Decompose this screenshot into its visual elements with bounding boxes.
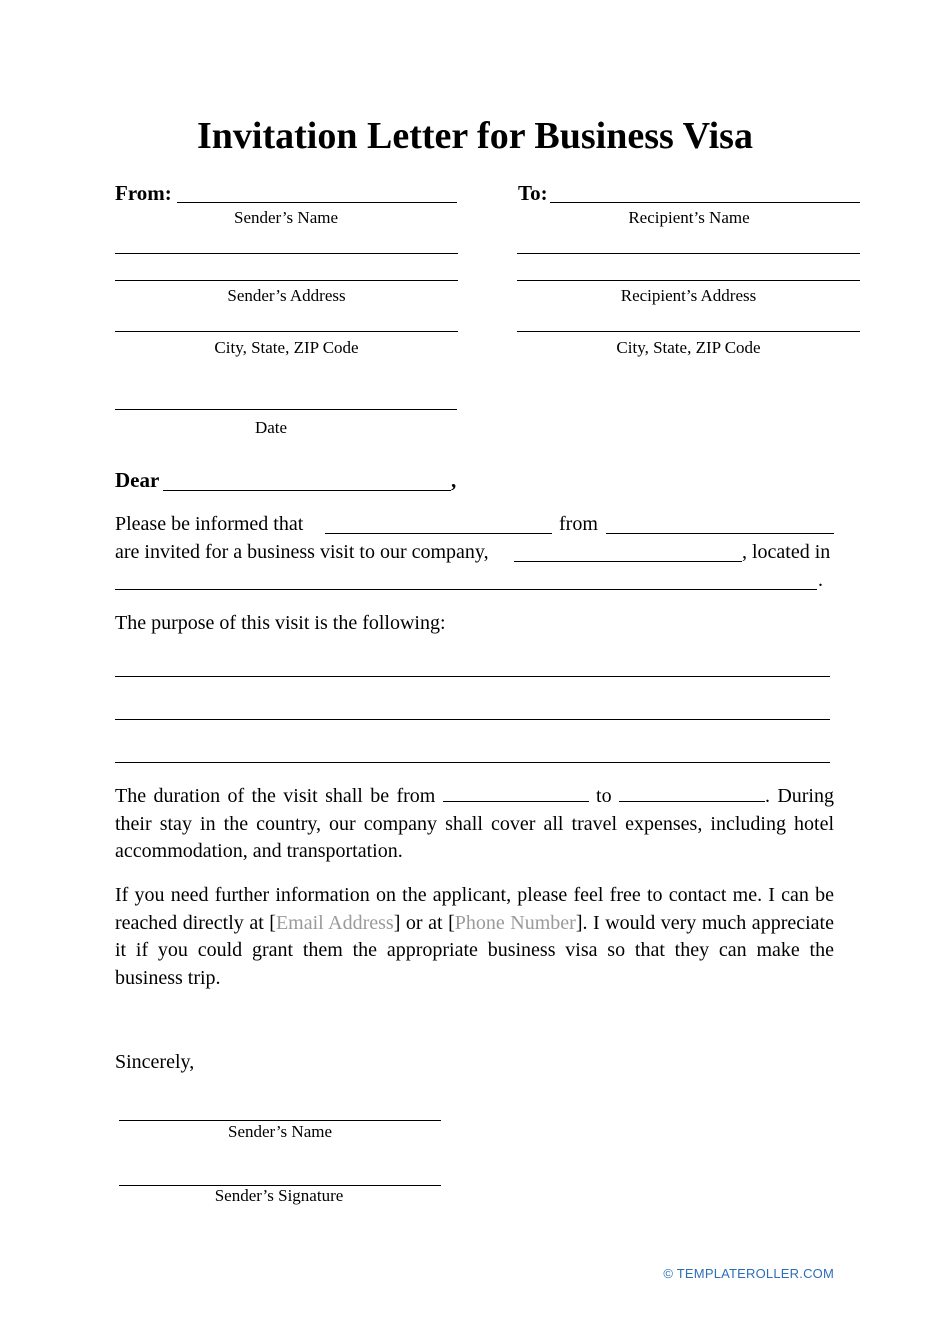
p1-text-3: are invited for a business visit to our company, — [115, 541, 489, 563]
purpose-heading: The purpose of this visit is the following: — [115, 612, 446, 634]
p2-text-2: to — [596, 785, 612, 807]
p1-text-1: Please be informed that — [115, 513, 304, 535]
visit-end-date-field[interactable] — [619, 800, 765, 802]
invitee-origin-field[interactable] — [606, 533, 834, 534]
salutation-dear: Dear — [115, 468, 160, 492]
phone-number-placeholder[interactable]: Phone Number — [454, 911, 576, 934]
p1-end: . — [818, 569, 823, 591]
invitee-name-field[interactable] — [325, 533, 552, 534]
sender-address-line-2[interactable] — [115, 280, 458, 281]
p3-text-2: ] or at [ — [393, 911, 455, 934]
visit-start-date-field[interactable] — [443, 800, 589, 802]
purpose-line-2[interactable] — [115, 719, 830, 720]
signature-caption: Sender’s Signature — [214, 1186, 344, 1205]
company-name-field[interactable] — [514, 561, 742, 562]
recipient-city-field[interactable] — [517, 331, 860, 332]
contact-paragraph — [115, 882, 834, 992]
sender-address-caption: Sender’s Address — [227, 286, 346, 305]
purpose-line-1[interactable] — [115, 676, 830, 677]
salutation-comma: , — [451, 468, 457, 492]
from-label: From: — [115, 181, 172, 205]
document-title: Invitation Letter for Business Visa — [197, 115, 753, 157]
purpose-line-3[interactable] — [115, 762, 830, 763]
p1-text-2: from — [559, 513, 598, 535]
recipient-city-caption: City, State, ZIP Code — [616, 338, 761, 357]
duration-paragraph — [115, 783, 834, 866]
recipient-address-line-2[interactable] — [517, 280, 860, 281]
email-address-placeholder[interactable]: Email Address — [275, 911, 394, 934]
p1-text-4: , located in — [742, 541, 831, 563]
p2-text-1: The duration of the visit shall be from — [115, 785, 436, 807]
sender-address-line-1[interactable] — [115, 253, 458, 254]
date-field[interactable] — [115, 409, 457, 410]
recipient-name-field[interactable] — [550, 202, 860, 203]
to-label: To: — [518, 181, 548, 205]
sender-city-field[interactable] — [115, 331, 458, 332]
p3-text-1: If you need further information on the applicant, please feel free to contact me. I can be reached directly at [ — [115, 884, 834, 934]
date-caption: Date — [254, 418, 288, 437]
footer-link[interactable]: © TEMPLATEROLLER.COM — [663, 1266, 834, 1281]
signer-name-caption: Sender’s Name — [227, 1122, 333, 1141]
signer-name-field[interactable] — [119, 1120, 441, 1121]
sender-city-caption: City, State, ZIP Code — [214, 338, 359, 357]
recipient-name-caption: Recipient’s Name — [628, 208, 750, 227]
company-location-field[interactable] — [115, 589, 817, 590]
recipient-address-caption: Recipient’s Address — [620, 286, 757, 305]
p3-text-3: ]. I would very much appreciate it if you could grant them the appropriate business visa so that they can make the business trip. — [115, 911, 834, 989]
sender-name-field[interactable] — [177, 202, 457, 203]
salutation-name-field[interactable] — [163, 490, 451, 491]
recipient-address-line-1[interactable] — [517, 253, 860, 254]
p2-text-3: . During their stay in the country, our company shall cover all travel expenses, including hotel accommodation, and transportation. — [115, 785, 834, 862]
closing: Sincerely, — [115, 1051, 195, 1073]
sender-name-caption: Sender’s Name — [233, 208, 339, 227]
